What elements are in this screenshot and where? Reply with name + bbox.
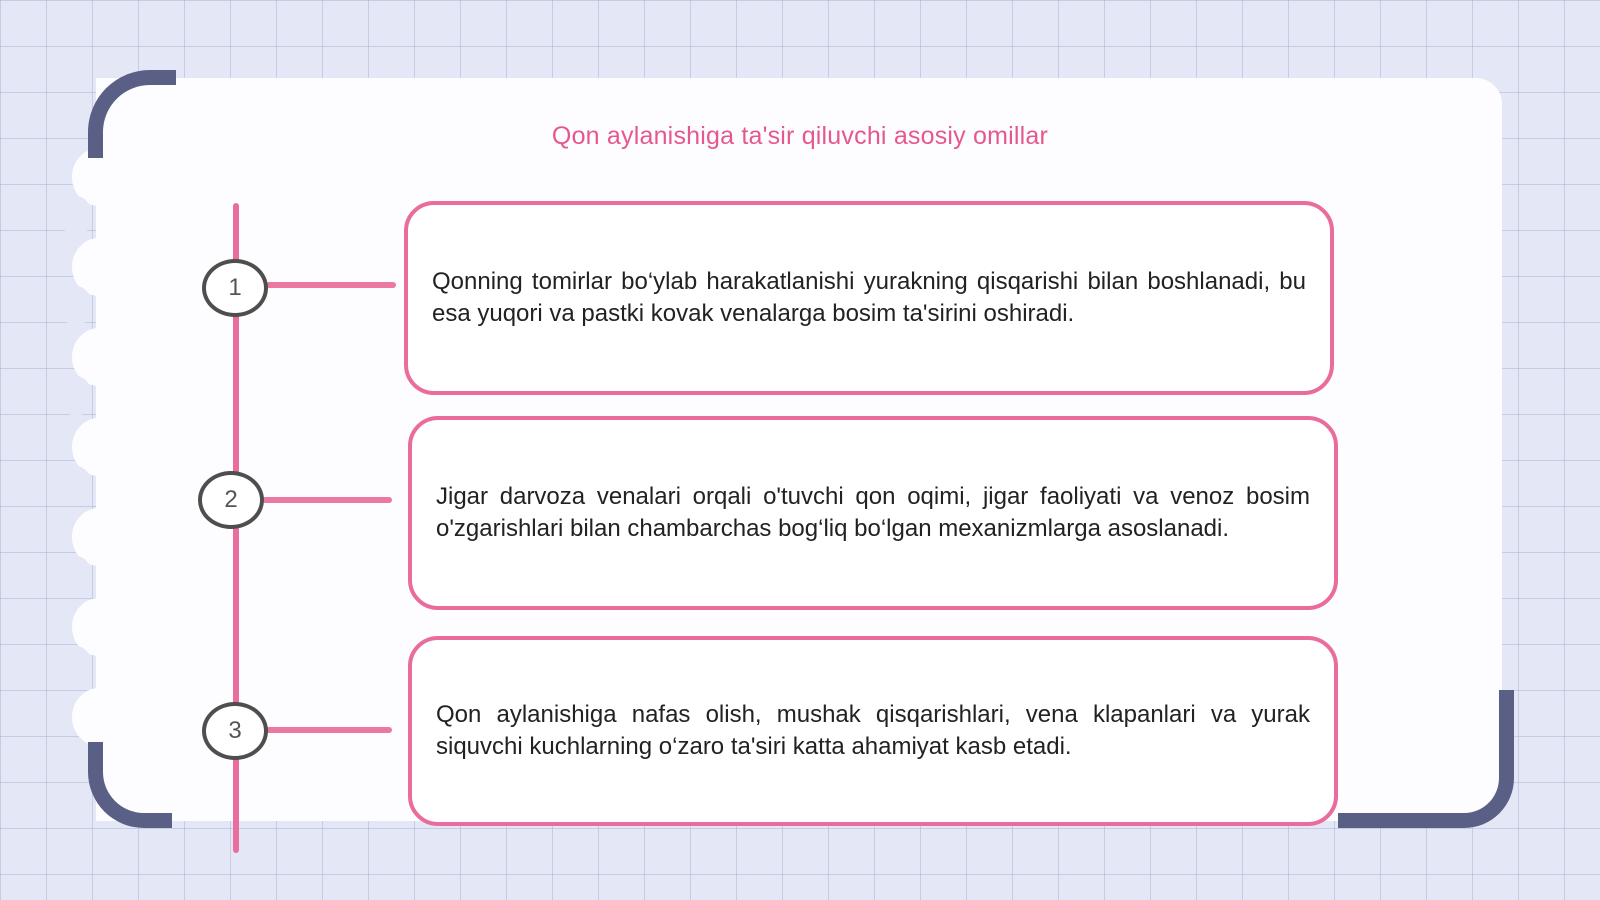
paper-notch [60, 646, 92, 686]
step-card-3 [408, 636, 1338, 826]
step-number-2: 2 [198, 471, 264, 529]
step-text-2: Jigar darvoza venalari orqali o'tuvchi qon oqimi, jigar faoliyati va venoz bosim o'zgarishlari bilan chambarchas bog‘liq bo‘lgan mexanizmlarga asoslanadi. [436, 483, 1310, 542]
step-text-3: Qon aylanishiga nafas olish, mushak qisqarishlari, vena klapanlari va yurak siquvchi kuchlarning o‘zaro ta'siri katta ahamiyat kasb etadi. [436, 701, 1310, 760]
step-text-1: Qonning tomirlar bo‘ylab harakatlanishi yurakning qisqarishi bilan boshlanadi, bu esa yuqori va pastki kovak venalarga bosim ta'sirini oshiradi. [432, 268, 1306, 327]
step-number-1: 1 [202, 259, 268, 317]
timeline-connector [266, 282, 396, 288]
timeline-connector [266, 727, 392, 733]
corner-bracket-bottom-right [1338, 690, 1514, 828]
paper-notch [60, 556, 92, 596]
step-card-1 [404, 201, 1334, 395]
paper-scallop [72, 688, 126, 746]
step-card-2 [408, 416, 1338, 610]
paper-notch [60, 196, 92, 236]
paper-notch [60, 466, 92, 506]
paper-notch [60, 376, 92, 416]
step-number-3: 3 [202, 702, 268, 760]
slide-title: Qon aylanishiga ta'sir qiluvchi asosiy omillar [551, 122, 1049, 150]
paper-notch [60, 286, 92, 326]
timeline-connector [262, 497, 392, 503]
